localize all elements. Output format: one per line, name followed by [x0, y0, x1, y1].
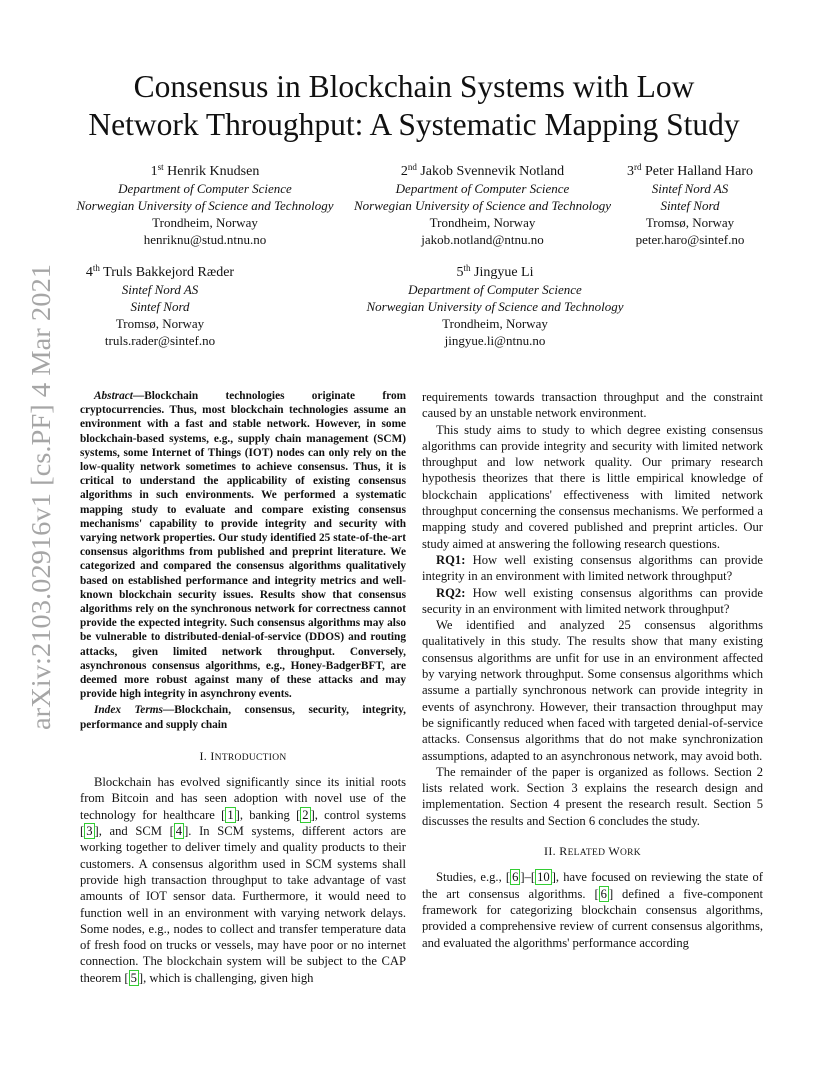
index-terms-label: Index Terms — [94, 704, 163, 717]
arxiv-identifier-text: arXiv:2103.02916v1 [cs.PF] 4 Mar 2021 — [26, 289, 56, 730]
index-terms-text: —Blockchain, consensus, security, integrity, performance and supply chain — [80, 704, 406, 731]
author-location: Trondheim, Norway — [429, 215, 536, 230]
author-block-4 — [60, 264, 260, 349]
abstract — [80, 389, 406, 701]
author-department: Department of Computer Science — [408, 282, 582, 297]
author-organization: Sintef Nord — [130, 299, 190, 314]
citation-link[interactable]: 10 — [537, 870, 550, 885]
author-email[interactable]: jingyue.li@ntnu.no — [444, 333, 546, 348]
citation-link[interactable]: 1 — [227, 807, 234, 822]
author-organization: Norwegian University of Science and Technology — [76, 198, 334, 213]
author-block-1 — [60, 163, 350, 248]
citation-link[interactable]: 4 — [175, 824, 183, 839]
research-question-1: RQ1: How well existing consensus algorithms can provide integrity in an environment with limited network throughput? — [422, 552, 763, 584]
author-name: 3rd Peter Halland Haro — [626, 162, 754, 179]
related-work-paragraph: Studies, e.g., [ 6 ]–[ 10 ], have focused on reviewing the state of the art consensus algorithms. [ 6 ] defined a five-component framework for categorizing blockchain consensus algorithms, provided a comprehensive review of current consensus algorithms, and evaluated the algorithms' performance according — [422, 870, 763, 950]
author-department: Department of Computer Science — [118, 181, 292, 196]
author-location: Tromsø, Norway — [115, 316, 205, 331]
section-heading-introduction: I. INTRODUCTION — [199, 748, 287, 763]
author-name: 5th Jingyue Li — [456, 263, 534, 280]
body-paragraph: We identified and analyzed 25 consensus algorithms qualitatively in this study. The results show that many existing consensus algorithms are unfit for use in an environment affected by varying network throughput. Some consensus algorithms which assume a partially synchronous network can provide integrity in events of asynchrony. However, their transaction throughput may be significantly reduced when faced with targeted denial-of-service attacks. Consensus algorithms that do not make synchronization assumptions, adapted to an asynchronous network, may avoid both. — [422, 618, 763, 763]
body-paragraph: This study aims to study to which degree existing consensus algorithms can provide integrity and security with limited network throughput and low network quality. Our primary research hypothesis theorizes that there is little empirical knowledge of blockchain applications' effectiveness with limited network throughput concerning the consensus mechanisms. We performed a mapping study and covered published and preprint articles. Our study aimed at answering the following research questions. — [422, 422, 763, 551]
author-name: 1st Henrik Knudsen — [150, 162, 260, 179]
citation-link[interactable]: 6 — [600, 886, 607, 901]
citation-link[interactable]: 2 — [302, 807, 309, 822]
author-location: Tromsø, Norway — [645, 215, 735, 230]
author-block-2 — [340, 163, 625, 248]
research-question-2: RQ2: How well existing consensus algorithms can provide security in an environment with limited network throughput? — [422, 585, 763, 616]
author-name: 2nd Jakob Svennevik Notland — [400, 162, 565, 179]
body-paragraph: requirements towards transaction throughput and the constraint caused by an unstable network environment. — [422, 390, 763, 421]
author-email[interactable]: jakob.notland@ntnu.no — [421, 232, 544, 247]
left-column — [80, 389, 406, 986]
author-department: Department of Computer Science — [395, 181, 570, 196]
author-organization: Norwegian University of Science and Technology — [354, 198, 611, 213]
paper-title-line-2: Network Throughput: A Systematic Mapping Study — [88, 107, 740, 142]
intro-paragraph: Blockchain has evolved significantly since its initial roots from Bitcoin and has seen adoption with novel use of the technology for healthcare [ 1 ], banking [ 2 ], control systems [ 3 ], and SCM [ 4 ]. In SCM systems, different actors are working together to deliver timely and quality products to their customers. A consensus algorithm used in SCM systems shall provide high transaction throughput to take advantage of vast amounts of IOT sensor data. Furthermore, it would need to function well in an environment with varying network delays. Some nodes, e.g., nodes to collect and transfer temperature data of fresh food on trucks or vessels, may have poor or no internet connection. The blockchain system will be subject to the CAP theorem [ 5 ], which is challenging, given high — [80, 775, 406, 985]
author-department: Sintef Nord AS — [121, 282, 199, 297]
paper-title-line-1: Consensus in Blockchain Systems with Low — [133, 69, 695, 104]
citation-link[interactable]: 6 — [512, 870, 519, 885]
section-heading-related-work: II. RELATED WORK — [544, 844, 641, 859]
abstract-text: —Blockchain technologies originate from cryptocurrencies. Thus, most blockchain technologies assume an environment with a fast and stable network. However, in some blockchain-based systems, e.g., supply chain management (SCM) systems, some Internet of Things (IOT) nodes can only rely on the low-quality network sometimes to achieve consensus. Thus, it is critical to understand the applicability of existing consensus algorithms in such environments. We performed a systematic mapping study to evaluate and compare existing consensus mechanisms' capability to provide integrity and security with varying network properties. Our study identified 25 state-of-the-art consensus algorithms from published and preprint literature. We categorized and compared the consensus algorithms qualitatively based on established performance and integrity metrics and well-known blockchain security issues. Results show that consensus algorithms rely on the synchronous network for correctness cannot provide the expected integrity. Such consensus algorithms may also be vulnerable to distributed-denial-of-service (DDOS) and routing attacks, given limited network throughput. Conversely, asynchronous consensus algorithms, e.g., Honey-BadgerBFT, are deemed more robust against many of these attacks and may provide high integrity in asynchrony events. — [80, 390, 406, 701]
index-terms — [80, 703, 406, 731]
author-email[interactable]: henriknu@stud.ntnu.no — [143, 232, 267, 247]
author-block-3 — [610, 163, 770, 248]
author-block-5 — [355, 264, 635, 349]
arxiv-identifier-stamp — [18, 262, 60, 732]
abstract-label: Abstract — [94, 390, 133, 402]
author-email[interactable]: truls.rader@sintef.no — [104, 333, 216, 348]
author-organization: Norwegian University of Science and Technology — [366, 299, 624, 314]
author-department: Sintef Nord AS — [651, 181, 729, 196]
paper-title — [30, 68, 798, 144]
author-name: 4th Truls Bakkejord Ræder — [85, 263, 235, 280]
author-organization: Sintef Nord — [660, 198, 720, 213]
right-column — [422, 389, 763, 951]
author-email[interactable]: peter.haro@sintef.no — [635, 232, 745, 247]
citation-link[interactable]: 3 — [86, 824, 93, 839]
body-paragraph: The remainder of the paper is organized as follows. Section 2 lists related work. Section 3 explains the research design and implementation. Section 4 present the research result. Section 5 discusses the results and Section 6 concludes the study. — [422, 764, 763, 828]
author-location: Trondheim, Norway — [152, 215, 258, 230]
author-location: Trondheim, Norway — [442, 316, 548, 331]
citation-link[interactable]: 5 — [130, 970, 137, 985]
